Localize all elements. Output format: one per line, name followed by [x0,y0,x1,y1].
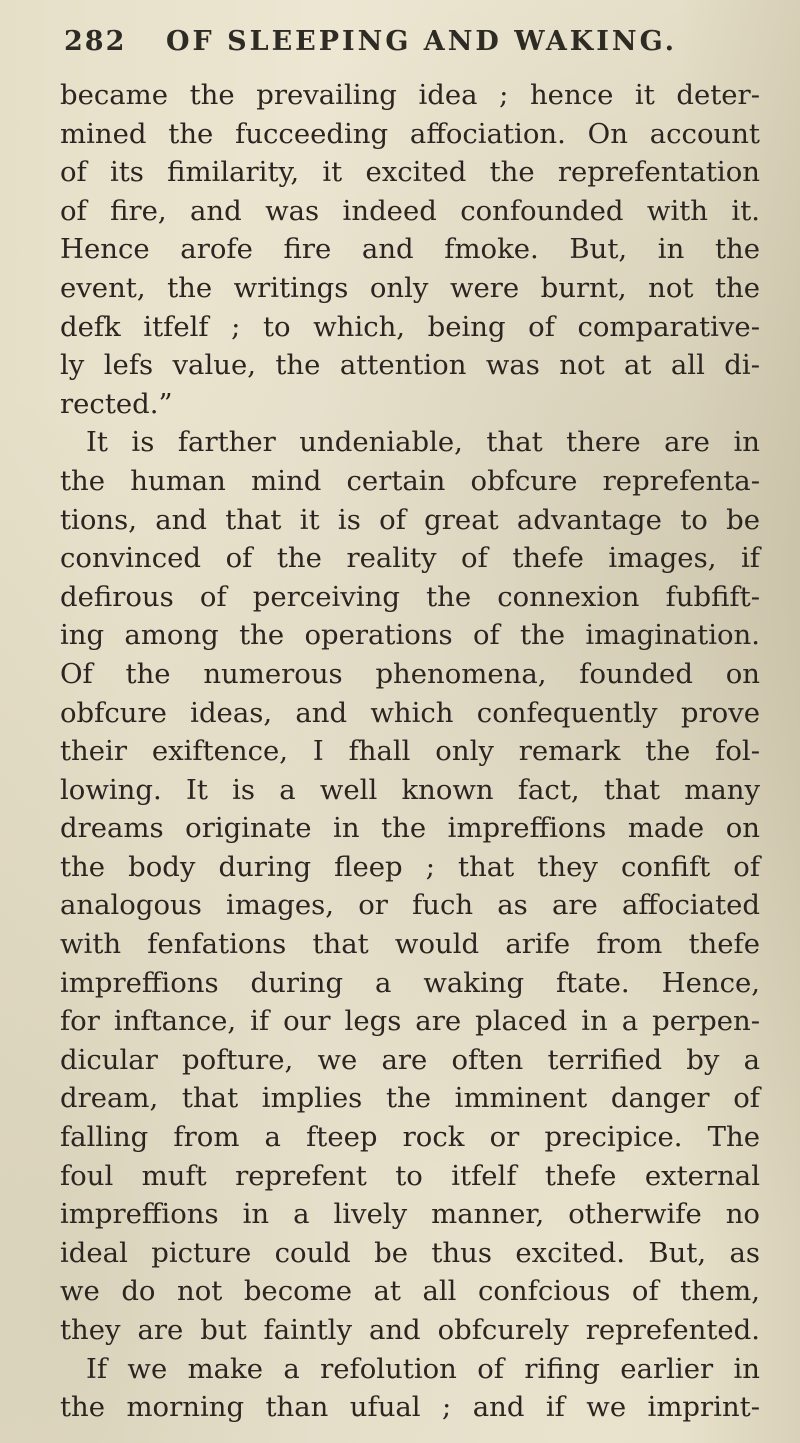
text-line: dreams originate in the impreffions made on [60,812,760,845]
text-line: ing among the operations of the imagination. [60,619,760,652]
text-line: rected.” [60,387,173,420]
text-line: If we make a refolution of rifing earlier in [86,1352,760,1385]
text-line: their exiftence, I fhall only remark the fol- [60,735,760,768]
page-header [64,18,764,64]
text-line: obfcure ideas, and which confequently prove [60,696,760,729]
page-number: 282 [64,25,127,57]
text-line: impreffions in a lively manner, otherwife no [60,1198,760,1231]
text-line: we do not become at all confcious of them, [60,1275,760,1308]
text-line: Hence arofe fire and fmoke. But, in the [60,233,760,266]
text-line: of its fimilarity, it excited the reprefentation [60,156,760,189]
body-text [60,76,760,1427]
text-line: defirous of perceiving the connexion fubfift- [60,580,760,613]
text-line: analogous images, or fuch as are affociated [60,889,760,922]
text-line: impreffions during a waking ftate. Hence, [60,966,760,999]
text-line: dicular pofture, we are often terrified by a [60,1043,760,1076]
text-line: defk itfelf ; to which, being of comparative- [60,310,760,343]
paragraph-first-line: It is farther undeniable, that there are in [86,426,760,459]
text-line: tions, and that it is of great advantage to be [60,503,760,536]
text-line: falling from a fteep rock or precipice. The [60,1121,760,1154]
text-line: ly lefs value, the attention was not at all di- [60,349,760,382]
text-line: lowing. It is a well known fact, that many [60,773,760,806]
text-line: of fire, and was indeed confounded with it. [60,194,760,227]
text-line: the morning than ufual ; and if we imprint- [60,1391,760,1424]
text-line: convinced of the reality of thefe images, if [60,542,760,575]
text-line: for inftance, if our legs are placed in a perpen- [60,1005,760,1038]
text-line: the body during fleep ; that they confift of [60,850,760,883]
text-line: foul muft reprefent to itfelf thefe external [60,1159,760,1192]
running-head: OF SLEEPING AND WAKING. [166,25,678,57]
text-line: they are but faintly and obfcurely reprefented. [60,1314,760,1346]
text-line: dream, that implies the imminent danger of [60,1082,760,1115]
text-line: with fenfations that would arife from thefe [60,928,760,961]
text-line: event, the writings only were burnt, not the [60,271,760,304]
text-line: became the prevailing idea ; hence it deter- [60,79,760,111]
text-line: Of the numerous phenomena, founded on [60,657,760,690]
text-line: the human mind certain obfcure reprefenta- [60,464,760,497]
text-line: mined the fucceeding affociation. On account [60,117,760,150]
text-line: ideal picture could be thus excited. But, as [60,1236,760,1269]
